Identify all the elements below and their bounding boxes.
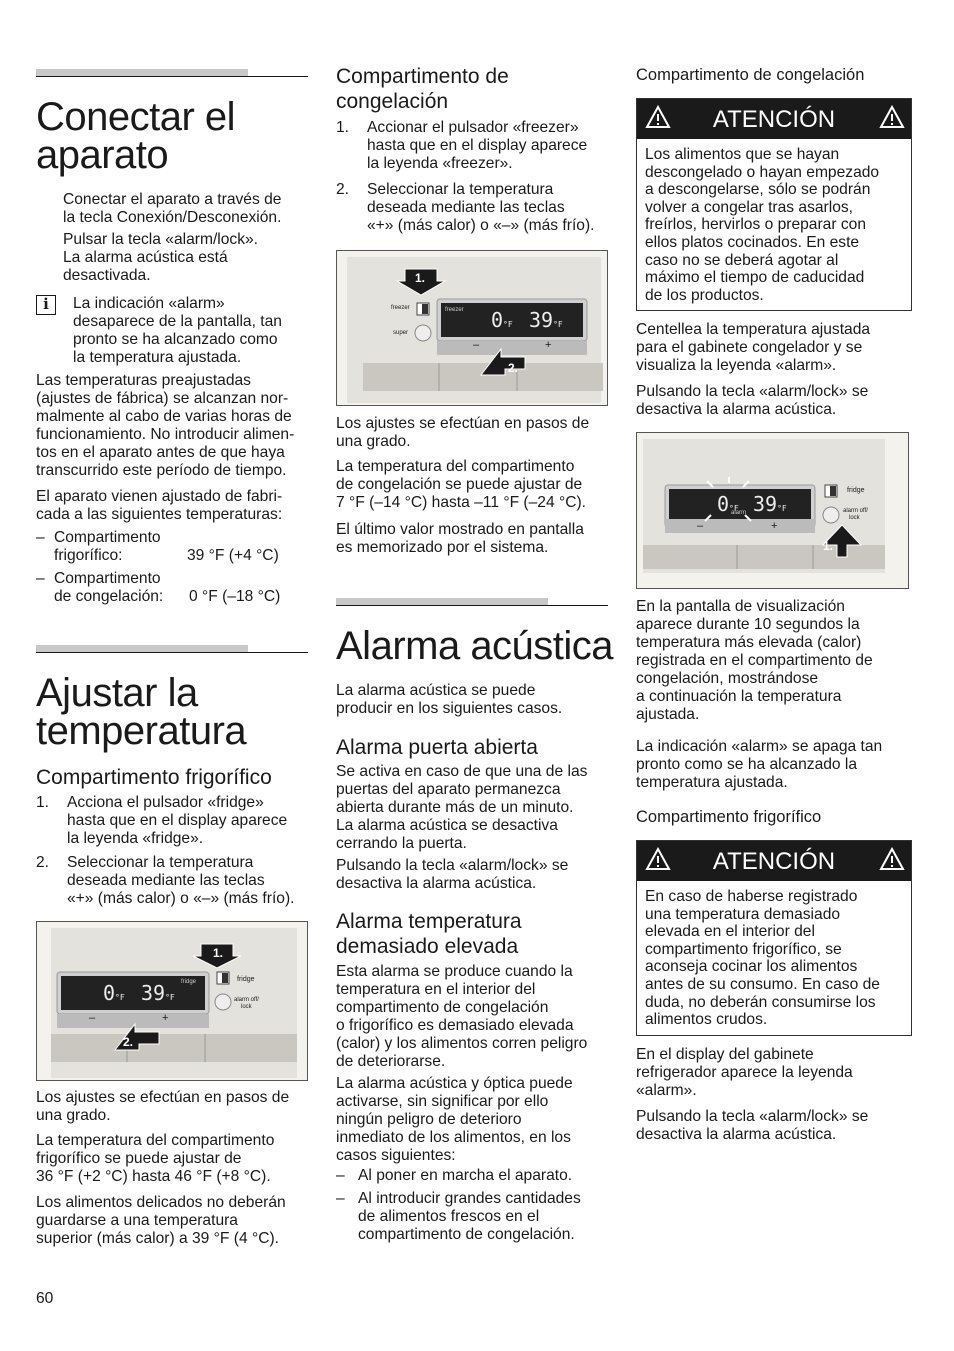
fig2-plus: +	[545, 339, 552, 351]
fig3-alarm-label: alarm	[731, 510, 747, 516]
temp-item: – Compartimento de congelación: 0 °F (–18 °C)	[36, 570, 281, 605]
subheading-temperatura: Alarma temperatura demasiado elevada	[336, 910, 522, 958]
paragraph: Pulsando la tecla «alarm/lock» se desactiva la alarma acústica.	[636, 383, 869, 418]
paragraph: Se activa en caso de que una de las puertas del aparato permanezca abierta durante más de un minuto. La alarma acústica se desactiva cerrando la puerta.	[336, 763, 588, 852]
subheading-puerta: Alarma puerta abierta	[336, 736, 538, 759]
warning-title: ATENCIÓN	[712, 106, 836, 133]
section-title-alarma: Alarma acústica	[336, 624, 614, 668]
fig1-minus: –	[89, 1012, 96, 1024]
paragraph: Los ajustes se efectúan en pasos de una grado.	[336, 415, 590, 450]
paragraph: Conectar el aparato a través de la tecla Conexión/Desconexión.	[63, 191, 282, 226]
fig3-label-lock: lock	[849, 515, 860, 521]
subheading-congelacion: Compartimento de congelación	[336, 65, 509, 113]
fig2-temp-right: 39°F	[529, 308, 563, 332]
paragraph: Centellea la temperatura ajustada para el gabinete congelador y se visualiza la leyenda «alarm».	[636, 321, 871, 374]
warning-triangle-icon	[879, 847, 905, 871]
fig2-display-mode: freezer	[445, 307, 464, 313]
figure-fridge-panel	[36, 921, 308, 1081]
fig1-label-alarm: alarm off/	[234, 997, 259, 1003]
info-icon: i	[36, 295, 56, 315]
paragraph: La alarma acústica y óptica puede activarse, sin significar por ello ningún peligro de deterioro inmediato de los alimentos, en los casos siguientes:	[336, 1075, 573, 1164]
warning-header	[637, 99, 911, 139]
page-number: 60	[36, 1290, 54, 1307]
fig1-display-mode: fridge	[181, 979, 197, 985]
warning-header	[637, 841, 911, 881]
case-item: – Al introducir grandes cantidades de alimentos frescos en el compartimento de congelación.	[336, 1190, 581, 1243]
fig1-callout-1: 1.	[213, 946, 224, 960]
paragraph: En la pantalla de visualización aparece durante 10 segundos la temperatura más elevada (calor) registrada en el compartimento de congelación, mostrándose a continuación la temperatura ajustada.	[636, 598, 873, 723]
fig3-label-fridge: fridge	[847, 487, 865, 494]
step-item: 2. Seleccionar la temperatura deseada mediante las teclas «+» (más calor) o «–» (más frío).	[36, 854, 295, 907]
fig3-label-alarm: alarm off/	[843, 508, 868, 514]
section-rule	[336, 598, 608, 606]
fig2-label-freezer: freezer	[391, 305, 410, 311]
warning-text: En caso de haberse registrado una temperatura demasiado elevada en el interior del compartimento frigorífico, se aconseja cocinar los alimentos antes de su consumo. En caso de duda, no deberán consumirse los alimentos crudos.	[645, 888, 880, 1029]
step-item: 2. Seleccionar la temperatura deseada mediante las teclas «+» (más calor) o «–» (más frío).	[336, 181, 595, 234]
fig1-temp-right: 39°F	[141, 981, 175, 1005]
paragraph: La temperatura del compartimento de congelación se puede ajustar de 7 °F (–14 °C) hasta –11 °F (–24 °C).	[336, 458, 586, 511]
figure-freezer-panel	[336, 250, 608, 406]
fig1-label-lock: lock	[241, 1004, 252, 1010]
paragraph: En el display del gabinete refrigerador aparece la leyenda «alarm».	[636, 1046, 853, 1099]
step-item: 1. Accionar el pulsador «freezer» hasta que en el display aparece la leyenda «freezer».	[336, 119, 588, 172]
fig2-callout-2: 2.	[508, 361, 519, 375]
fig3-minus: –	[697, 520, 704, 532]
fig3-temp-right: 39°F	[753, 492, 787, 516]
fig3-plus: +	[771, 520, 778, 532]
fig2-minus: –	[473, 339, 480, 351]
case-item: – Al poner en marcha el aparato.	[336, 1167, 573, 1184]
warning-text: Los alimentos que se hayan descongelado o hayan empezado a descongelarse, sólo se podrán volver a congelar tras asarlos, freírlos, hervirlos o preparar con ellos platos cocinados. En este caso no se deberá agotar al máximo el tiempo de caducidad de los productos.	[645, 146, 880, 304]
section-rule	[36, 645, 308, 653]
fig3-callout-1: 1.	[823, 539, 834, 553]
fig1-label-fridge: fridge	[237, 976, 255, 983]
paragraph: Pulsar la tecla «alarm/lock». La alarma acústica está desactivada.	[63, 231, 259, 284]
info-note: La indicación «alarm» desaparece de la pantalla, tan pronto se ha alcanzado como la temperatura ajustada.	[73, 295, 282, 366]
paragraph: La indicación «alarm» se apaga tan pronto como se ha alcanzado la temperatura ajustada.	[636, 738, 883, 791]
fig1-temp-left: 0°F	[103, 981, 125, 1005]
fig2-callout-1: 1.	[415, 271, 426, 285]
section-title-conectar: Conectar el aparato	[36, 95, 236, 177]
paragraph: La temperatura del compartimento frigorífico se puede ajustar de 36 °F (+2 °C) hasta 46 °F (+8 °C).	[36, 1132, 275, 1185]
paragraph: Esta alarma se produce cuando la temperatura en el interior del compartimento de congelación o frigorífico es demasiado elevada (calor) y los alimentos corren peligro de deteriorarse.	[336, 963, 588, 1070]
fig2-temp-left: 0°F	[491, 308, 513, 332]
warning-box-congelacion	[636, 98, 912, 311]
step-item: 1. Acciona el pulsador «fridge» hasta que en el display aparece la leyenda «fridge».	[36, 794, 288, 847]
subheading-frigorifico: Compartimento frigorífico	[36, 766, 272, 789]
paragraph: La alarma acústica se puede producir en los siguientes casos.	[336, 682, 563, 717]
paragraph: Las temperaturas preajustadas (ajustes de fábrica) se alcanzan nor- malmente al cabo de varias horas de funcionamiento. No introducir alimen- tos en el aparato antes de que haya transcurrido este período de tiempo.	[36, 372, 295, 479]
fig1-callout-2: 2.	[123, 1035, 134, 1049]
paragraph: Pulsando la tecla «alarm/lock» se desactiva la alarma acústica.	[336, 857, 569, 892]
fig2-label-super: super	[393, 330, 409, 336]
heading-congelacion: Compartimento de congelación	[636, 66, 865, 84]
paragraph: Los alimentos delicados no deberán guardarse a una temperatura superior (más calor) a 39 °F (4 °C).	[36, 1194, 286, 1247]
heading-frigorifico: Compartimento frigorífico	[636, 808, 822, 826]
warning-title: ATENCIÓN	[712, 848, 836, 875]
warning-box-frigorifico	[636, 840, 912, 1036]
section-title-ajustar: Ajustar la temperatura	[36, 671, 247, 753]
fig3-temp-left: 0°F	[717, 492, 739, 516]
warning-triangle-icon	[879, 105, 905, 129]
temp-item: – Compartimento frigorífico: 39 °F (+4 °C)	[36, 529, 279, 564]
paragraph: El aparato vienen ajustado de fabri- cada a las siguientes temperaturas:	[36, 488, 283, 523]
fig1-plus: +	[162, 1012, 169, 1024]
paragraph: Los ajustes se efectúan en pasos de una grado.	[36, 1089, 290, 1124]
paragraph: El último valor mostrado en pantalla es memorizado por el sistema.	[336, 521, 584, 556]
paragraph: Pulsando la tecla «alarm/lock» se desactiva la alarma acústica.	[636, 1108, 869, 1143]
section-rule	[36, 69, 308, 77]
figure-alarm-panel	[636, 432, 909, 589]
